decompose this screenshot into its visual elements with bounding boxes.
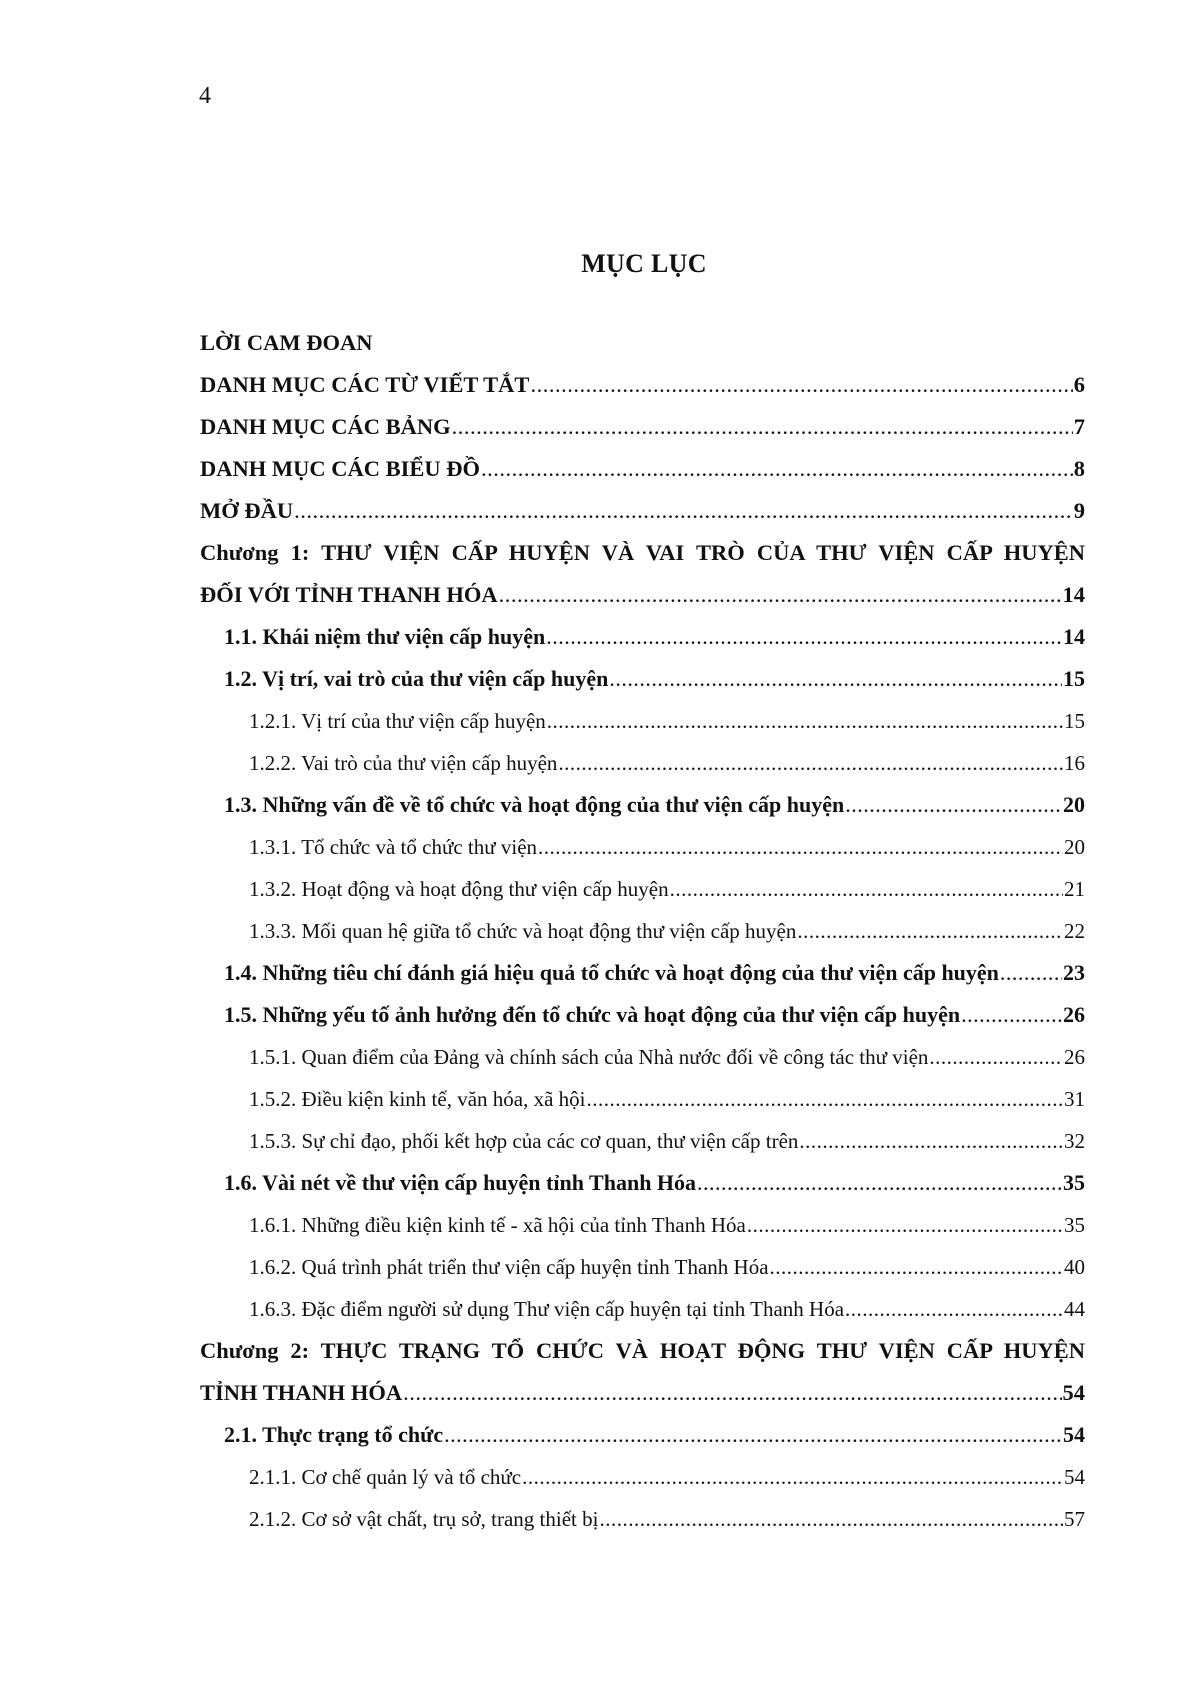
toc-entry-label: 1.2.1. Vị trí của thư viện cấp huyện bbox=[249, 709, 546, 733]
toc-dot-leader bbox=[547, 700, 1063, 742]
toc-entry-page: 20 bbox=[1063, 792, 1085, 817]
toc-dot-leader bbox=[522, 1456, 1063, 1498]
toc-entry-label: DANH MỤC CÁC BẢNG bbox=[200, 414, 451, 439]
toc-entry-subsection[interactable] bbox=[200, 1036, 1085, 1078]
toc-entry-subsection[interactable] bbox=[200, 700, 1085, 742]
toc-entry-subsection[interactable] bbox=[200, 1288, 1085, 1330]
toc-entry-page: 8 bbox=[1073, 456, 1085, 481]
toc-entry-label: 1.3.3. Mối quan hệ giữa tổ chức và hoạt động thư viện cấp huyện bbox=[249, 919, 797, 943]
toc-title: MỤC LỤC bbox=[581, 249, 707, 278]
toc-dot-leader bbox=[770, 1246, 1063, 1288]
toc-dot-leader bbox=[799, 1120, 1063, 1162]
toc-dot-leader bbox=[444, 1414, 1062, 1456]
toc-entry-subsection[interactable] bbox=[200, 910, 1085, 952]
toc-entry-heading[interactable] bbox=[200, 532, 1085, 574]
toc-entry-subsection[interactable] bbox=[200, 1246, 1085, 1288]
toc-entry-page: 54 bbox=[1064, 1465, 1085, 1489]
toc-entry-heading[interactable] bbox=[200, 574, 1085, 616]
toc-entry-label: 2.1.1. Cơ chế quản lý và tổ chức bbox=[249, 1465, 522, 1489]
toc-entry-label: DANH MỤC CÁC BIỂU ĐỒ bbox=[200, 456, 480, 481]
toc-entry-label: 1.3.1. Tổ chức và tổ chức thư viện bbox=[249, 835, 538, 859]
toc-entry-page: 20 bbox=[1064, 835, 1085, 859]
table-of-contents bbox=[200, 322, 1085, 1540]
toc-entry-section[interactable] bbox=[200, 658, 1085, 700]
toc-entry-page: 6 bbox=[1073, 372, 1085, 397]
toc-entry-label: 1.3.2. Hoạt động và hoạt động thư viện cấp huyện bbox=[249, 877, 669, 901]
toc-entry-section[interactable] bbox=[200, 994, 1085, 1036]
toc-entry-page: 35 bbox=[1063, 1170, 1085, 1195]
toc-entry-section[interactable] bbox=[200, 1414, 1085, 1456]
toc-entry-label: 2.1.2. Cơ sở vật chất, trụ sở, trang thiết bị bbox=[249, 1507, 599, 1531]
toc-entry-label: 1.6.1. Những điều kiện kinh tế - xã hội của tỉnh Thanh Hóa bbox=[249, 1213, 746, 1237]
toc-entry-section[interactable] bbox=[200, 1162, 1085, 1204]
toc-dot-leader bbox=[929, 1036, 1063, 1078]
toc-entry-subsection[interactable] bbox=[200, 1120, 1085, 1162]
toc-dot-leader bbox=[599, 1498, 1063, 1540]
toc-entry-label: Chương 1: THƯ VIỆN CẤP HUYỆN VÀ VAI TRÒ CỦA THƯ VIỆN CẤP HUYỆN bbox=[200, 540, 1085, 565]
toc-entry-label: 1.6.2. Quá trình phát triển thư viện cấp huyện tỉnh Thanh Hóa bbox=[249, 1255, 769, 1279]
toc-entry-label: 1.5. Những yếu tố ảnh hưởng đến tổ chức và hoạt động của thư viện cấp huyện bbox=[224, 1002, 961, 1027]
toc-entry-label: 2.1. Thực trạng tổ chức bbox=[224, 1422, 444, 1447]
toc-dot-leader bbox=[538, 826, 1063, 868]
toc-entry-page: 26 bbox=[1064, 1045, 1085, 1069]
toc-dot-leader bbox=[609, 658, 1062, 700]
page-number: 4 bbox=[199, 83, 211, 109]
toc-dot-leader bbox=[587, 1078, 1063, 1120]
toc-entry-label: 1.3. Những vấn đề về tổ chức và hoạt động của thư viện cấp huyện bbox=[224, 792, 845, 817]
toc-entry-label: DANH MỤC CÁC TỪ VIẾT TẮT bbox=[200, 372, 530, 397]
toc-entry-page: 14 bbox=[1063, 624, 1085, 649]
toc-dot-leader bbox=[558, 742, 1063, 784]
toc-entry-label: 1.5.2. Điều kiện kinh tế, văn hóa, xã hội bbox=[249, 1087, 586, 1111]
toc-entry-label: MỞ ĐẦU bbox=[200, 498, 294, 523]
toc-dot-leader bbox=[670, 868, 1063, 910]
toc-entry-subsection[interactable] bbox=[200, 1456, 1085, 1498]
toc-entry-heading[interactable] bbox=[200, 1330, 1085, 1372]
toc-dot-leader bbox=[452, 406, 1073, 448]
toc-entry-heading[interactable] bbox=[200, 1372, 1085, 1414]
toc-dot-leader bbox=[747, 1204, 1063, 1246]
toc-entry-subsection[interactable] bbox=[200, 826, 1085, 868]
toc-entry-page: 16 bbox=[1064, 751, 1085, 775]
toc-entry-page: 40 bbox=[1064, 1255, 1085, 1279]
toc-dot-leader bbox=[403, 1372, 1061, 1414]
toc-entry-page: 23 bbox=[1063, 960, 1085, 985]
toc-entry-section[interactable] bbox=[200, 784, 1085, 826]
toc-dot-leader bbox=[845, 1288, 1063, 1330]
toc-entry-label: Chương 2: THỰC TRẠNG TỔ CHỨC VÀ HOẠT ĐỘNG THƯ VIỆN CẤP HUYỆN bbox=[200, 1338, 1085, 1363]
toc-entry-page: 54 bbox=[1062, 1380, 1085, 1405]
toc-dot-leader bbox=[481, 448, 1073, 490]
toc-entry-heading[interactable] bbox=[200, 490, 1085, 532]
toc-dot-leader bbox=[697, 1162, 1062, 1204]
toc-entry-page: 22 bbox=[1064, 919, 1085, 943]
toc-entry-page: 15 bbox=[1064, 709, 1085, 733]
toc-entry-label: 1.5.3. Sự chỉ đạo, phối kết hợp của các cơ quan, thư viện cấp trên bbox=[249, 1129, 799, 1153]
toc-entry-label: TỈNH THANH HÓA bbox=[200, 1380, 403, 1405]
toc-entry-label: 1.5.1. Quan điểm của Đảng và chính sách của Nhà nước đối về công tác thư viện bbox=[249, 1045, 929, 1069]
toc-entry-heading[interactable] bbox=[200, 364, 1085, 406]
toc-dot-leader bbox=[797, 910, 1063, 952]
toc-entry-subsection[interactable] bbox=[200, 742, 1085, 784]
toc-dot-leader bbox=[1000, 952, 1062, 994]
toc-dot-leader bbox=[961, 994, 1062, 1036]
toc-dot-leader bbox=[294, 490, 1073, 532]
toc-entry-subsection[interactable] bbox=[200, 868, 1085, 910]
toc-entry-page: 7 bbox=[1073, 414, 1085, 439]
toc-dot-leader bbox=[530, 364, 1072, 406]
toc-entry-page: 15 bbox=[1063, 666, 1085, 691]
toc-entry-label: ĐỐI VỚI TỈNH THANH HÓA bbox=[200, 582, 498, 607]
toc-entry-heading[interactable] bbox=[200, 448, 1085, 490]
toc-entry-label: 1.1. Khái niệm thư viện cấp huyện bbox=[224, 624, 546, 649]
toc-entry-subsection[interactable] bbox=[200, 1204, 1085, 1246]
toc-entry-page: 9 bbox=[1073, 498, 1085, 523]
toc-entry-section[interactable] bbox=[200, 616, 1085, 658]
toc-entry-page: 32 bbox=[1064, 1129, 1085, 1153]
toc-entry-label: 1.2.2. Vai trò của thư viện cấp huyện bbox=[249, 751, 558, 775]
toc-entry-heading[interactable] bbox=[200, 406, 1085, 448]
toc-entry-page: 26 bbox=[1063, 1002, 1085, 1027]
toc-entry-page: 21 bbox=[1064, 877, 1085, 901]
toc-entry-page: 54 bbox=[1063, 1422, 1085, 1447]
toc-entry-section[interactable] bbox=[200, 952, 1085, 994]
toc-dot-leader bbox=[546, 616, 1062, 658]
toc-entry-page: 31 bbox=[1064, 1087, 1085, 1111]
toc-dot-leader bbox=[845, 784, 1062, 826]
toc-dot-leader bbox=[499, 574, 1062, 616]
toc-entry-label: 1.6. Vài nét về thư viện cấp huyện tỉnh Thanh Hóa bbox=[224, 1170, 697, 1195]
toc-entry-page: 57 bbox=[1064, 1507, 1085, 1531]
toc-entry-subsection[interactable] bbox=[200, 1498, 1085, 1540]
toc-entry-page: 14 bbox=[1062, 582, 1085, 607]
toc-entry-label: 1.4. Những tiêu chí đánh giá hiệu quả tổ chức và hoạt động của thư viện cấp huyện bbox=[224, 960, 999, 985]
toc-entry-page: 35 bbox=[1064, 1213, 1085, 1237]
toc-entry-label: LỜI CAM ĐOAN bbox=[200, 330, 373, 355]
toc-entry-subsection[interactable] bbox=[200, 1078, 1085, 1120]
toc-entry-label: 1.2. Vị trí, vai trò của thư viện cấp huyện bbox=[224, 666, 609, 691]
toc-entry-label: 1.6.3. Đặc điểm người sử dụng Thư viện cấp huyện tại tỉnh Thanh Hóa bbox=[249, 1297, 845, 1321]
toc-entry-page: 44 bbox=[1064, 1297, 1085, 1321]
toc-entry-heading[interactable] bbox=[200, 322, 1085, 364]
